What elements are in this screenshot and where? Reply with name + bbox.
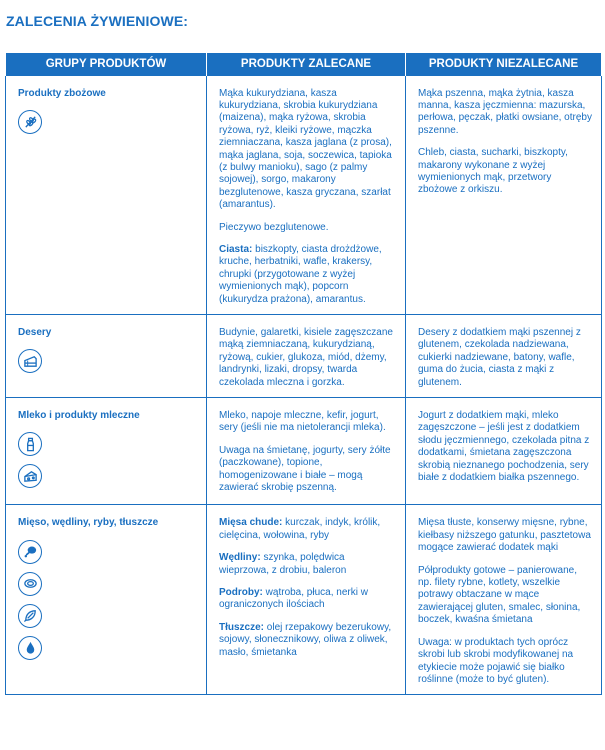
milk-bottle-icon bbox=[18, 432, 42, 456]
paragraph-text: Mąka kukurydziana, kasza kukurydziana, skrobia kukurydziana (maizena), mąka ryżowa, skrobia ryżowa, ryż, kleiki ryżowe, mączka ziemniaczana, kasza jaglana (z prosa), mąka jaglana, soja, soczewica, tapioka (z bulwy manioku), sago (z palmy sojowej), sorgo, makarony bezglutenowe, kasza gryczana, szarłat (amarantus). bbox=[219, 87, 392, 211]
oil-drop-icon bbox=[18, 636, 42, 660]
paragraph bbox=[219, 222, 396, 234]
paragraph bbox=[219, 244, 396, 306]
paragraph-text: Chleb, ciasta, sucharki, biszkopty, makarony wykonane z wyżej wymienionych mąk, przetwory zbożowe z orkiszu. bbox=[418, 147, 568, 196]
paragraph bbox=[418, 88, 592, 138]
paragraph-text: kurczak, indyk, królik, cielęcina, wołowina, ryby bbox=[219, 517, 381, 541]
paragraph bbox=[219, 517, 396, 542]
paragraph bbox=[418, 147, 592, 197]
paragraph bbox=[219, 587, 396, 612]
paragraph bbox=[418, 637, 592, 687]
page-title: ZALECENIA ŻYWIENIOWE: bbox=[6, 13, 189, 29]
paragraph-text: Uwaga na śmietanę, jogurty, sery żółte (paczkowane), topione, homogenizowane i białe – mogą zawierać skrobię pszenną. bbox=[219, 444, 391, 494]
paragraph-text: Pieczywo bezglutenowe. bbox=[219, 221, 329, 233]
not-recommended-cell bbox=[406, 505, 602, 695]
recommended-cell bbox=[207, 398, 406, 505]
recommended-cell bbox=[207, 505, 406, 695]
table-row bbox=[6, 75, 602, 315]
paragraph bbox=[418, 565, 592, 627]
paragraph-text: Mąka pszenna, mąka żytnia, kasza manna, kasza jęczmienna: mazurska, perłowa, pęczak, płatki owsiane, otręby pszenne. bbox=[418, 87, 592, 136]
group-name: Desery bbox=[18, 327, 52, 338]
paragraph-text: olej rzepakowy bezerukowy, sojowy, słonecznikowy, oliwa z oliwek, masło, śmietanka bbox=[219, 621, 392, 658]
table-row bbox=[6, 505, 602, 695]
paragraph-text: Budynie, galaretki, kisiele zagęszczane mąką ziemniaczaną, kukurydzianą, ryżową, cukier, glukoza, miód, dżemy, landrynki, lizaki, dropsy, twarda czekolada mleczna i gorzka. bbox=[219, 327, 393, 388]
paragraph bbox=[219, 410, 396, 435]
paragraph-text: wątroba, płuca, nerki w ograniczonych ilościach bbox=[219, 587, 368, 611]
chicken-leg-icon bbox=[18, 540, 42, 564]
not-recommended-cell bbox=[406, 315, 602, 398]
group-name: Mięso, wędliny, ryby, tłuszcze bbox=[18, 517, 159, 529]
group-name: Mleko i produkty mleczne bbox=[18, 410, 140, 422]
paragraph-label: Ciasta: bbox=[219, 243, 253, 255]
fish-icon bbox=[18, 604, 42, 628]
paragraph-label: Tłuszcze: bbox=[219, 621, 265, 633]
paragraph-text: Mleko, napoje mleczne, kefir, jogurt, sery (jeśli nie ma nietolerancji mleka). bbox=[219, 410, 386, 434]
paragraph-text: Mięsa tłuste, konserwy mięsne, rybne, kiełbasy niższego gatunku, pasztetowa mogące zawierać dodatek mąki bbox=[418, 517, 591, 554]
header-not-recommended: PRODUKTY NIEZALECANE bbox=[406, 53, 602, 75]
recommended-cell bbox=[207, 75, 406, 315]
grain-icon bbox=[18, 110, 42, 134]
group-cell bbox=[6, 398, 207, 505]
cake-icon bbox=[18, 349, 42, 373]
paragraph-label: Wędliny: bbox=[219, 552, 261, 564]
sausage-icon bbox=[18, 572, 42, 596]
paragraph bbox=[219, 445, 396, 495]
header-recommended: PRODUKTY ZALECANE bbox=[207, 53, 406, 75]
paragraph-text: szynka, polędwica wieprzowa, z drobiu, baleron bbox=[219, 552, 347, 576]
paragraph bbox=[418, 410, 592, 484]
not-recommended-cell bbox=[406, 398, 602, 505]
diet-recommendations-table bbox=[5, 53, 602, 695]
paragraph bbox=[418, 327, 592, 389]
group-name: Produkty zbożowe bbox=[18, 87, 106, 99]
paragraph-text: biszkopty, ciasta drożdżowe, kruche, herbatniki, wafle, krakersy, chrupki (przygotowane z wyżej wymienionych mąk), popcorn (kukurydza prażona), amarantus. bbox=[219, 243, 382, 305]
table-row bbox=[6, 315, 602, 398]
table-header-row bbox=[6, 53, 602, 75]
paragraph-text: Desery z dodatkiem mąki pszennej z glutenem, czekolada nadziewana, cukierki nadziewane, batony, wafle, guma do żucia, ciasta z mąki z glutenem. bbox=[418, 327, 581, 388]
paragraph-label: Mięsa chude: bbox=[219, 517, 283, 529]
paragraph-text: Uwaga: w produktach tych oprócz skrobi lub skrobi modyfikowanej na etykiecie może pojawić się białko roślinne (może to być gluten). bbox=[418, 636, 574, 685]
recommended-cell bbox=[207, 315, 406, 398]
paragraph bbox=[219, 327, 396, 389]
paragraph bbox=[219, 552, 396, 577]
paragraph-label: Podroby: bbox=[219, 587, 263, 599]
group-cell bbox=[6, 505, 207, 695]
paragraph-text: Jogurt z dodatkiem mąki, mleko zagęszczone – jeśli jest z dodatkiem słodu jęczmiennego, czekolada pitna z dodatkami, śmietana zagęszczona skrobią nieznanego pochodzenia, sery białe z dodatkiem białka pszennego. bbox=[418, 410, 590, 484]
group-cell bbox=[6, 75, 207, 315]
table-row bbox=[6, 398, 602, 505]
not-recommended-cell bbox=[406, 75, 602, 315]
paragraph bbox=[219, 622, 396, 659]
paragraph-text: Półprodukty gotowe – panierowane, np. filety rybne, kotlety, wszelkie potrawy obtaczane w mące zawierającej gluten, smalec, słonina, boczek, kwaśna śmietana bbox=[418, 564, 581, 626]
header-groups: GRUPY PRODUKTÓW bbox=[6, 53, 207, 75]
cheese-icon bbox=[18, 464, 42, 488]
paragraph bbox=[219, 88, 396, 212]
group-cell bbox=[6, 315, 207, 398]
paragraph bbox=[418, 517, 592, 554]
